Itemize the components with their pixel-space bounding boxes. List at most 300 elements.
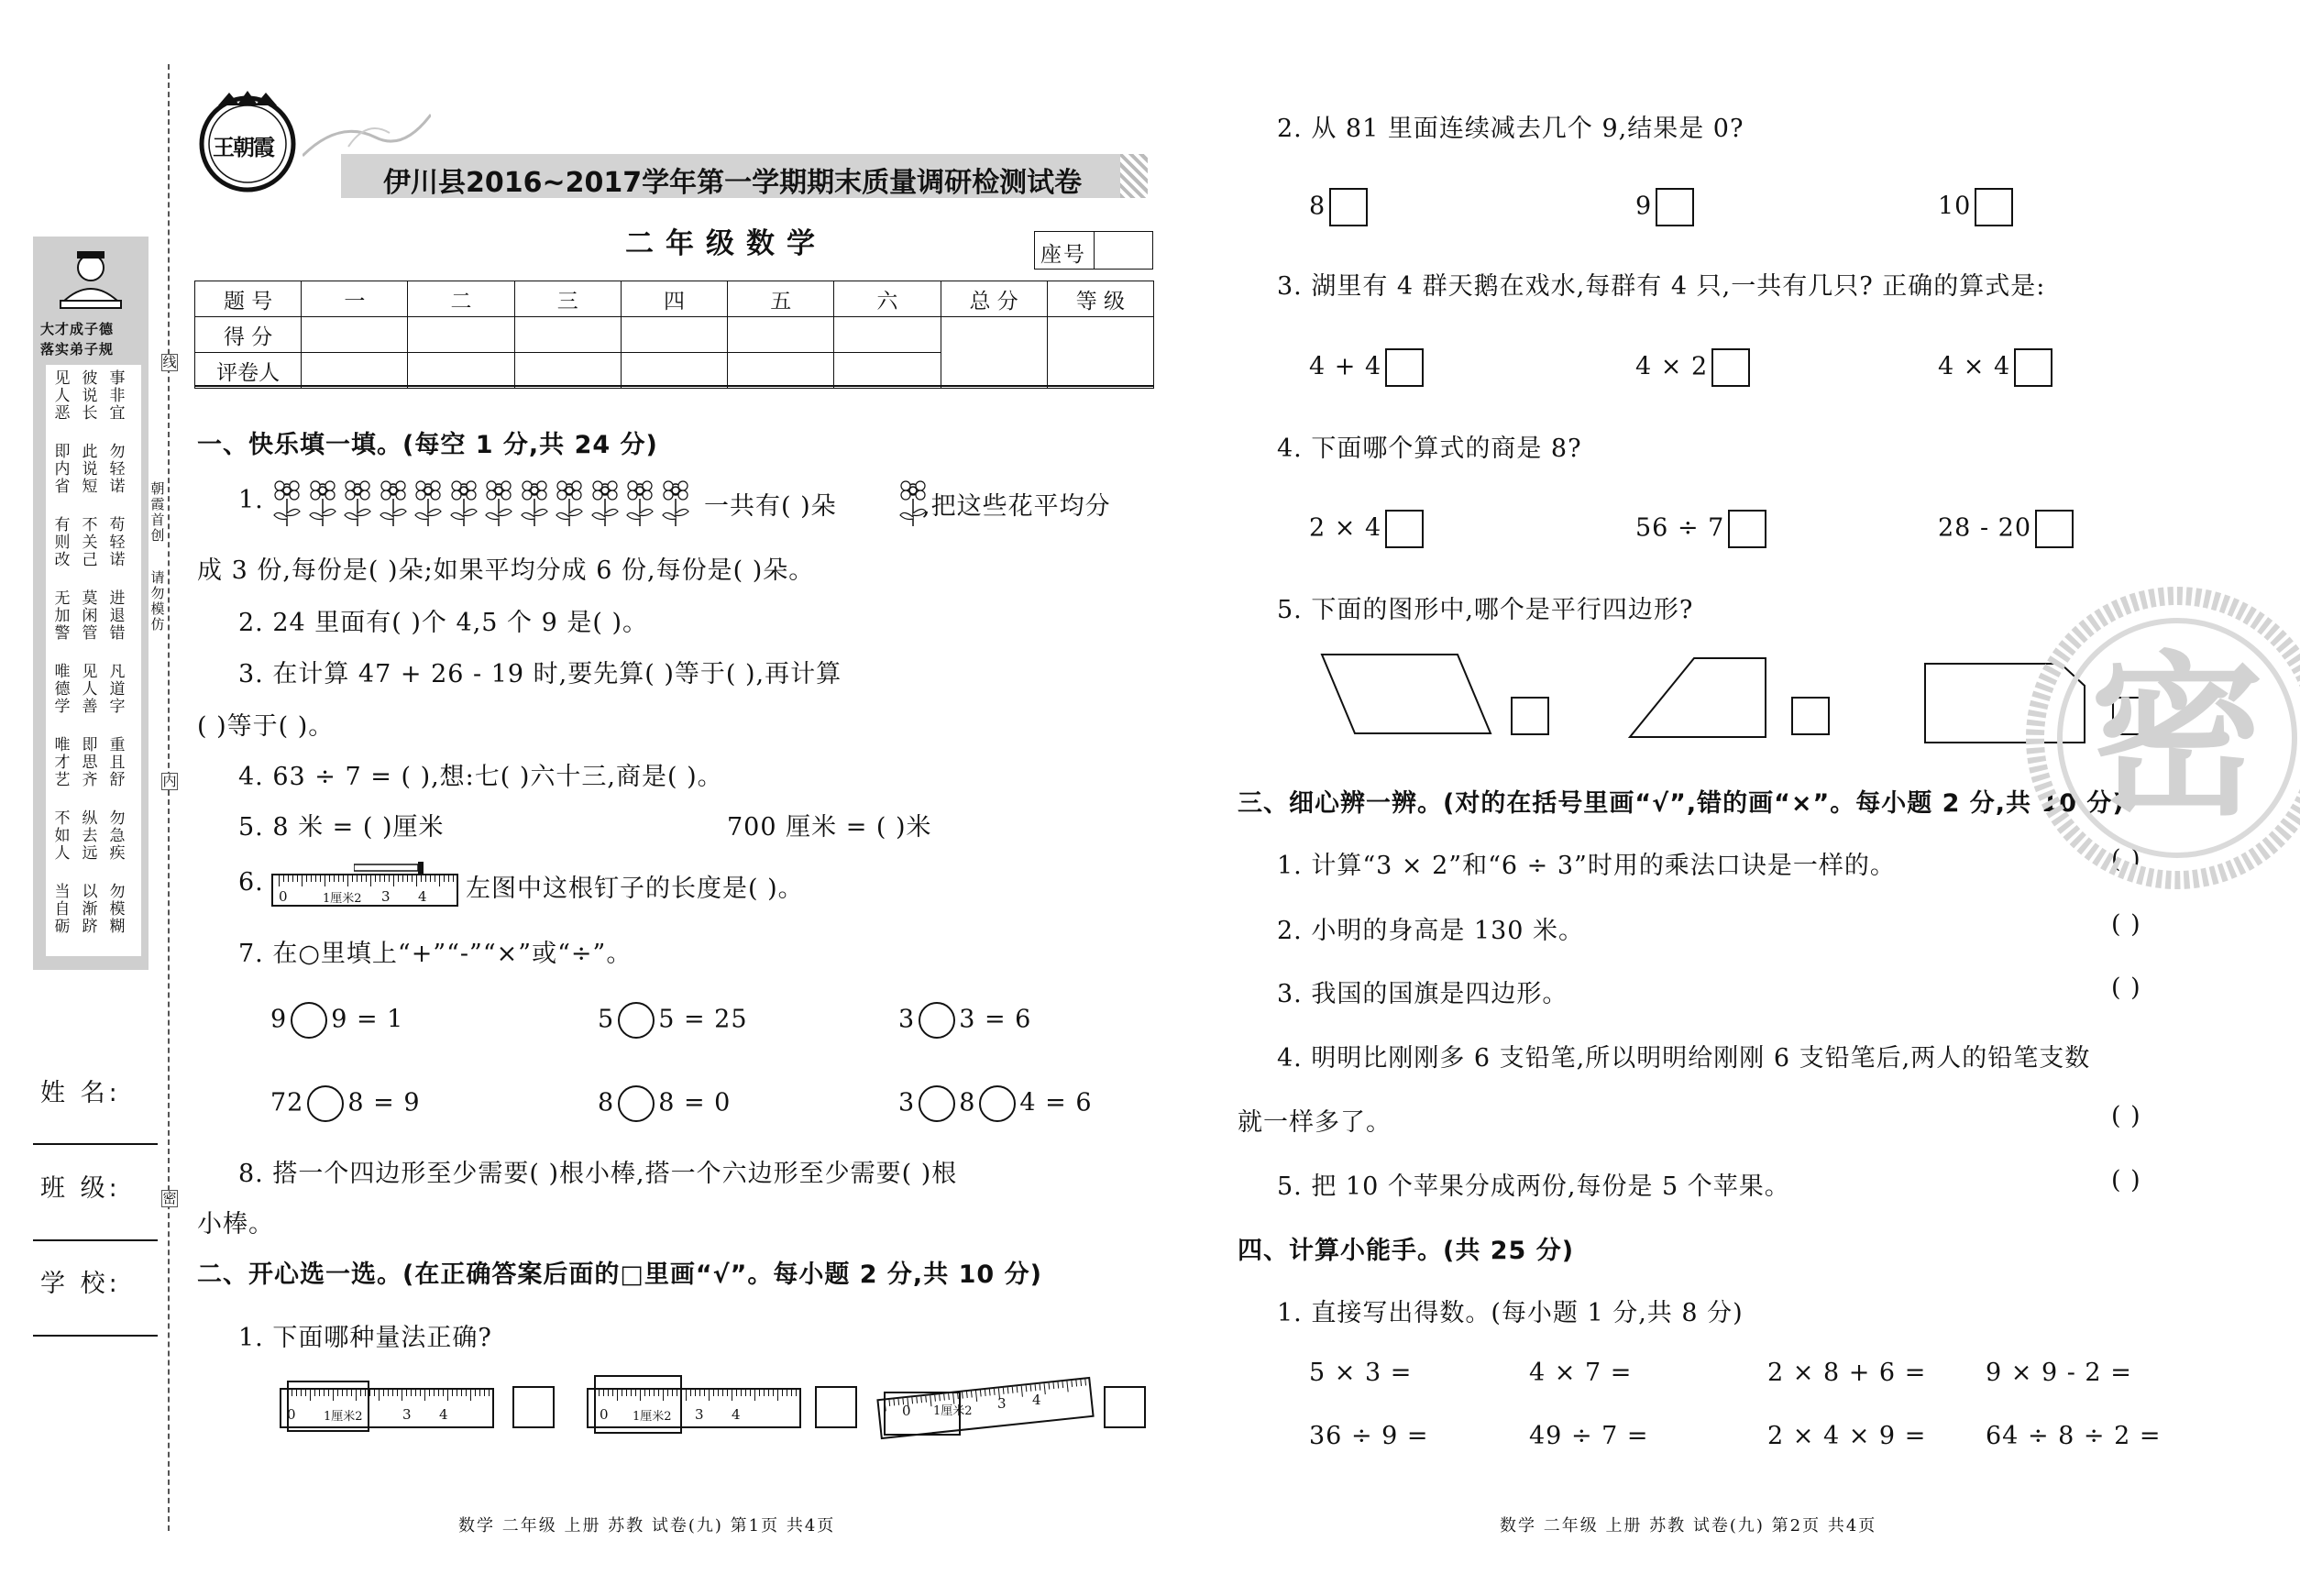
ruler-tick bbox=[713, 1390, 714, 1396]
score-header-cell: 四 bbox=[621, 281, 727, 317]
ruler-tick bbox=[686, 1390, 687, 1401]
motto-line-1: 大才成子德 bbox=[40, 321, 115, 337]
school-underline bbox=[33, 1335, 158, 1337]
ruler-tick bbox=[750, 1390, 751, 1396]
s3-answer-paren-3[interactable]: ( ) bbox=[2111, 974, 2141, 1002]
score-header-cell: 六 bbox=[834, 281, 941, 317]
footer-right: 数学 二年级 上册 苏教 试卷(九) 第2页 共4页 bbox=[1500, 1516, 1877, 1535]
s3-item-5: 5. 把 10 个苹果分成两份,每份是 5 个苹果。 bbox=[1277, 1172, 1790, 1201]
ruler-tick bbox=[479, 1390, 480, 1396]
seat-label: 座号 bbox=[1040, 243, 1086, 267]
q7-item-4: 72 8 = 9 bbox=[270, 1085, 421, 1122]
binding-mark-nei: 内 bbox=[162, 773, 177, 789]
ruler-tick bbox=[311, 875, 312, 882]
operator-circle[interactable] bbox=[979, 1085, 1016, 1122]
vertical-note-1: 朝霞首创 bbox=[150, 480, 165, 544]
ruler-label-1: 1厘米2 bbox=[633, 1410, 672, 1424]
s2-q2-opt-3: 10 bbox=[1938, 188, 2013, 226]
ruler-tick bbox=[777, 1390, 778, 1401]
ruler-tick bbox=[796, 1390, 797, 1396]
ruler-tick bbox=[1026, 1385, 1028, 1392]
ruler-tick bbox=[416, 875, 417, 886]
grader-cell[interactable] bbox=[514, 353, 621, 389]
ruler-label-3: 3 bbox=[402, 1406, 412, 1423]
calc-item: 2 × 8 + 6 = bbox=[1767, 1359, 1927, 1387]
ruler-tick bbox=[782, 1390, 783, 1396]
shape-parallelogram-icon bbox=[1320, 653, 1494, 741]
motto-column: 无 加 警 bbox=[54, 589, 71, 643]
ruler-tick bbox=[407, 875, 408, 882]
ruler-tick bbox=[402, 875, 403, 882]
ruler-tick bbox=[424, 1390, 425, 1401]
ruler-tick bbox=[411, 1390, 412, 1396]
grader-cell[interactable] bbox=[834, 353, 941, 389]
operator-circle[interactable] bbox=[919, 1085, 955, 1122]
ruler-tick bbox=[791, 1390, 792, 1396]
answer-checkbox[interactable] bbox=[1511, 697, 1549, 735]
publisher-logo bbox=[193, 87, 303, 197]
sidebar-motto-panel bbox=[33, 237, 149, 970]
motto-column: 进 退 错 bbox=[109, 589, 126, 643]
score-table-header-row bbox=[195, 281, 1154, 317]
ruler-tick bbox=[1035, 1384, 1037, 1391]
ruler-tick bbox=[475, 1390, 476, 1396]
s3-item-1: 1. 计算“3 × 2”和“6 ÷ 3”时用的乘法口诀是一样的。 bbox=[1277, 852, 1896, 880]
ruler-tick bbox=[374, 1390, 375, 1396]
grader-cell[interactable] bbox=[408, 353, 514, 389]
motto-column: 重 且 舒 bbox=[109, 736, 126, 789]
score-header-cell: 等 级 bbox=[1047, 281, 1153, 317]
grader-cell[interactable] bbox=[728, 353, 834, 389]
answer-checkbox[interactable] bbox=[1656, 188, 1694, 226]
answer-checkbox[interactable] bbox=[1711, 348, 1750, 387]
ruler-tick bbox=[302, 875, 303, 886]
ruler-tick bbox=[412, 875, 413, 882]
ruler-label-0: 0 bbox=[287, 1406, 296, 1423]
motto-column: 此 说 短 bbox=[82, 443, 98, 496]
flower-icon bbox=[306, 477, 339, 532]
s2-q1-text: 1. 下面哪种量法正确? bbox=[238, 1324, 492, 1352]
ruler-label-0: 0 bbox=[600, 1406, 609, 1423]
ruler-tick bbox=[1003, 1388, 1005, 1394]
flower-icon bbox=[518, 477, 551, 532]
ruler-tick bbox=[484, 1390, 485, 1396]
ruler-tick bbox=[444, 875, 445, 882]
motto-column: 见 人 恶 bbox=[54, 369, 71, 423]
answer-checkbox[interactable] bbox=[1385, 348, 1424, 387]
score-header-cell: 总 分 bbox=[941, 281, 1047, 317]
calc-item: 9 × 9 - 2 = bbox=[1986, 1359, 2132, 1387]
ruler-label-4: 4 bbox=[1032, 1392, 1041, 1408]
q7-text: 7. 在○里填上“+”“-”“×”或“÷”。 bbox=[238, 940, 633, 968]
operator-circle[interactable] bbox=[291, 1002, 327, 1039]
calc-item: 36 ÷ 9 = bbox=[1309, 1422, 1429, 1450]
s2-q3-opt-3: 4 × 4 bbox=[1938, 348, 2052, 387]
ruler-tick bbox=[430, 875, 431, 882]
ruler-tick bbox=[447, 1390, 448, 1401]
flower-icon bbox=[447, 477, 480, 532]
ruler-tick bbox=[1044, 1383, 1046, 1394]
ruler-label-1: 1厘米2 bbox=[324, 1410, 363, 1424]
motto-column: 以 渐 跻 bbox=[82, 883, 98, 936]
answer-checkbox[interactable] bbox=[1728, 510, 1766, 548]
ruler-tick bbox=[429, 1390, 430, 1396]
q1-text-divide: ,把这些花平均分 bbox=[922, 492, 1111, 521]
section1-title: 一、快乐填一填。(每空 1 分,共 24 分) bbox=[197, 431, 658, 459]
ruler-label-1: 1厘米2 bbox=[933, 1404, 973, 1418]
ruler-tick bbox=[754, 1390, 755, 1401]
ruler-tick bbox=[1017, 1386, 1018, 1392]
s2-q4-text: 4. 下面哪个算式的商是 8? bbox=[1277, 435, 1582, 463]
ruler-tick bbox=[279, 875, 280, 886]
score-cell[interactable] bbox=[514, 317, 621, 353]
footer-left: 数学 二年级 上册 苏教 试卷(九) 第1页 共4页 bbox=[458, 1516, 836, 1535]
ruler-tick bbox=[425, 875, 426, 882]
ruler-tick bbox=[288, 875, 289, 882]
s2-q4-opt-1: 2 × 4 bbox=[1309, 510, 1424, 548]
ruler-tick bbox=[338, 875, 339, 882]
ruler-tick bbox=[1066, 1381, 1068, 1392]
ruler-tick bbox=[1075, 1380, 1077, 1386]
ruler-tick bbox=[292, 875, 293, 882]
ruler-label-4: 4 bbox=[732, 1406, 741, 1423]
ruler-tick bbox=[452, 1390, 453, 1396]
ruler-tick bbox=[448, 875, 449, 882]
ruler-label-3: 3 bbox=[381, 888, 391, 905]
measure-option-2 bbox=[587, 1375, 862, 1439]
ruler-tick bbox=[347, 875, 348, 886]
q8-text-line1: 8. 搭一个四边形至少需要( )根小棒,搭一个六边形至少需要( )根 bbox=[238, 1160, 958, 1188]
s2-q4-opt-3: 28 - 20 bbox=[1938, 510, 2074, 548]
flower-icon bbox=[377, 477, 410, 532]
flower-icon bbox=[553, 477, 586, 532]
ruler-tick bbox=[438, 1390, 439, 1396]
ruler-label-0: 0 bbox=[279, 888, 288, 905]
ruler-tick bbox=[415, 1390, 416, 1396]
score-cell[interactable] bbox=[302, 317, 408, 353]
q7-item-3: 3 3 = 6 bbox=[898, 1002, 1031, 1039]
s2-q2-opt-1: 8 bbox=[1309, 188, 1368, 226]
motto-column: 唯 才 艺 bbox=[54, 736, 71, 789]
flower-icon bbox=[341, 477, 374, 532]
answer-checkbox[interactable] bbox=[1385, 510, 1424, 548]
grader-cell[interactable] bbox=[302, 353, 408, 389]
answer-checkbox[interactable] bbox=[1791, 697, 1830, 735]
section4-title: 四、计算小能手。(共 25 分) bbox=[1238, 1237, 1575, 1265]
s2-q3-opt-2: 4 × 2 bbox=[1635, 348, 1750, 387]
s2-q2-opt-2: 9 bbox=[1635, 188, 1694, 226]
ruler-label-1: 1厘米2 bbox=[323, 892, 362, 906]
s2-q5-text: 5. 下面的图形中,哪个是平行四边形? bbox=[1277, 596, 1694, 624]
ruler-tick bbox=[392, 1390, 393, 1396]
motto-line-2: 落实弟子规 bbox=[40, 341, 115, 358]
binding-mark-mi: 密 bbox=[162, 1190, 177, 1206]
ruler-tick bbox=[994, 1389, 996, 1395]
ruler-tick bbox=[704, 1390, 705, 1396]
section2-title: 二、开心选一选。(在正确答案后面的□里画“√”。每小题 2 分,共 10 分) bbox=[197, 1260, 1042, 1289]
ruler-tick bbox=[397, 1390, 398, 1396]
school-label: 学 校: bbox=[40, 1270, 121, 1298]
ruler-tick bbox=[343, 875, 344, 882]
ruler-tick bbox=[727, 1390, 728, 1396]
q7-item-6: 3 8 4 = 6 bbox=[898, 1085, 1093, 1122]
ruler-tick bbox=[1062, 1381, 1063, 1388]
q7-item-2: 5 5 = 25 bbox=[598, 1002, 748, 1039]
confidential-stamp bbox=[2026, 587, 2300, 889]
s3-item-2: 2. 小明的身高是 130 米。 bbox=[1277, 917, 1585, 945]
ruler-tick bbox=[369, 1390, 370, 1396]
ruler-label-0: 0 bbox=[902, 1403, 911, 1419]
measure-option-1 bbox=[280, 1375, 555, 1439]
header-divider bbox=[194, 385, 1154, 387]
motto-column: 事 非 宜 bbox=[109, 369, 126, 423]
score-row-label: 得 分 bbox=[195, 317, 302, 353]
motto-column: 即 思 齐 bbox=[82, 736, 98, 789]
ruler-tick bbox=[1080, 1380, 1082, 1386]
score-header-cell: 二 bbox=[408, 281, 514, 317]
ruler-tick bbox=[420, 1390, 421, 1396]
ruler-tick bbox=[759, 1390, 760, 1396]
operator-circle[interactable] bbox=[618, 1002, 655, 1039]
s2-q4-opt-2: 56 ÷ 7 bbox=[1635, 510, 1766, 548]
s4-sub1-text: 1. 直接写出得数。(每小题 1 分,共 8 分) bbox=[1277, 1299, 1744, 1327]
ruler-tick bbox=[434, 1390, 435, 1396]
s3-answer-paren-1[interactable]: ( ) bbox=[2111, 845, 2141, 874]
flower-row bbox=[270, 477, 701, 528]
ruler-label-4: 4 bbox=[418, 888, 427, 905]
nail-icon bbox=[354, 861, 427, 874]
motto-column: 不 如 人 bbox=[54, 809, 71, 863]
s3-item-4: 4. 明明比刚刚多 6 支铅笔,所以明明给刚刚 6 支铅笔后,两人的铅笔支数 bbox=[1277, 1044, 2091, 1073]
s3-answer-paren-5[interactable]: ( ) bbox=[2111, 1166, 2141, 1194]
ruler-tick bbox=[695, 1390, 696, 1396]
vertical-note-2: 请勿模仿 bbox=[150, 569, 165, 633]
ruler-tick bbox=[306, 875, 307, 882]
score-header-cell: 一 bbox=[302, 281, 408, 317]
ruler-tick bbox=[320, 875, 321, 882]
answer-checkbox[interactable] bbox=[512, 1386, 555, 1428]
answer-checkbox[interactable] bbox=[2035, 510, 2074, 548]
ruler-tick bbox=[962, 1392, 963, 1399]
q5-text-a: 5. 8 米 = ( )厘米 bbox=[238, 813, 445, 842]
motto-column: 见 人 善 bbox=[82, 663, 98, 716]
ruler-tick bbox=[1040, 1384, 1041, 1391]
s3-answer-paren-4[interactable]: ( ) bbox=[2111, 1102, 2141, 1130]
class-underline bbox=[33, 1239, 158, 1241]
flower-icon bbox=[623, 477, 656, 532]
binding-dashed-line bbox=[168, 64, 170, 1531]
q5-text-b: 700 厘米 = ( )米 bbox=[727, 813, 932, 842]
ruler-tick bbox=[718, 1390, 719, 1396]
score-header-cell: 题 号 bbox=[195, 281, 302, 317]
name-label: 姓 名: bbox=[40, 1079, 121, 1107]
score-cell[interactable] bbox=[834, 317, 941, 353]
flower-icon bbox=[897, 477, 924, 528]
ruler-tick bbox=[329, 875, 330, 882]
ruler-tick bbox=[389, 875, 390, 882]
ruler-tick bbox=[383, 1390, 384, 1396]
binding-mark-xian: 线 bbox=[162, 354, 177, 370]
ruler-tick bbox=[989, 1389, 991, 1395]
motto-column: 莫 闲 管 bbox=[82, 589, 98, 643]
seat-input[interactable] bbox=[1094, 232, 1151, 269]
ruler-tick bbox=[453, 875, 454, 882]
ruler-tick bbox=[334, 875, 335, 882]
operator-circle[interactable] bbox=[618, 1085, 655, 1122]
total-score-cell[interactable] bbox=[941, 317, 1047, 389]
ruler-tick bbox=[361, 875, 362, 882]
exam-title: 伊川县2016~2017学年第一学期期末质量调研检测试卷 bbox=[383, 167, 1083, 199]
q4-text: 4. 63 ÷ 7 = ( ),想:七( )六十三,商是( )。 bbox=[238, 763, 723, 791]
ruler-tick bbox=[384, 875, 385, 882]
motto-column: 有 则 改 bbox=[54, 516, 71, 569]
ruler-tick bbox=[722, 1390, 723, 1396]
ruler-label-3: 3 bbox=[997, 1395, 1007, 1412]
ruler-tick bbox=[315, 875, 316, 882]
score-header-cell: 五 bbox=[728, 281, 834, 317]
scholar-illustration bbox=[53, 248, 128, 312]
answer-checkbox[interactable] bbox=[2014, 348, 2052, 387]
grade-cell[interactable] bbox=[1047, 317, 1153, 389]
subject-title: 二年级数学 bbox=[625, 227, 827, 260]
ruler-tick bbox=[1071, 1381, 1073, 1387]
seat-number-box bbox=[1034, 231, 1153, 270]
ruler-tick bbox=[1007, 1387, 1009, 1393]
motto-column: 勿 模 糊 bbox=[109, 883, 126, 936]
section3-title: 三、细心辨一辨。(对的在括号里画“√”,错的画“×”。每小题 2 分,共 10 分) bbox=[1238, 789, 2125, 818]
calc-item: 5 × 3 = bbox=[1309, 1359, 1413, 1387]
answer-checkbox[interactable] bbox=[815, 1386, 857, 1428]
score-cell[interactable] bbox=[408, 317, 514, 353]
s2-q3-opt-1: 4 + 4 bbox=[1309, 348, 1424, 387]
q3-text-line2: ( )等于( )。 bbox=[197, 712, 335, 741]
flower-icon bbox=[270, 477, 303, 532]
ruler-tick bbox=[297, 875, 298, 882]
motto-column: 苟 轻 诺 bbox=[109, 516, 126, 569]
motto-column: 唯 德 学 bbox=[54, 663, 71, 716]
nail-ruler bbox=[271, 857, 464, 908]
calc-item: 64 ÷ 8 ÷ 2 = bbox=[1986, 1422, 2162, 1450]
ruler-tick bbox=[283, 875, 284, 882]
calc-item: 2 × 4 × 9 = bbox=[1767, 1422, 1927, 1450]
ruler-body bbox=[271, 874, 458, 907]
motto-column: 即 内 省 bbox=[54, 443, 71, 496]
ruler-tick bbox=[357, 875, 358, 882]
flower-icon bbox=[482, 477, 515, 532]
q1-number: 1. bbox=[238, 486, 264, 514]
ruler-tick bbox=[1084, 1379, 1086, 1385]
motto-column: 彼 说 长 bbox=[82, 369, 98, 423]
q1-text-line2: 成 3 份,每份是( )朵;如果平均分成 6 份,每份是( )朵。 bbox=[197, 556, 815, 585]
calc-item: 49 ÷ 7 = bbox=[1529, 1422, 1649, 1450]
ruler-tick bbox=[971, 1391, 973, 1397]
motto-column: 纵 去 远 bbox=[82, 809, 98, 863]
s3-item-4-cont: 就一样多了。 bbox=[1238, 1108, 1392, 1137]
s2-q3-text: 3. 湖里有 4 群天鹅在戏水,每群有 4 只,一共有几只? 正确的算式是: bbox=[1277, 272, 2046, 301]
q1-text-count: 一共有( )朵 bbox=[704, 492, 837, 521]
motto-column: 凡 道 字 bbox=[109, 663, 126, 716]
shape-trapezoid-icon bbox=[1628, 656, 1769, 744]
ruler-tick bbox=[736, 1390, 737, 1396]
ruler-tick bbox=[1057, 1382, 1059, 1389]
ruler-tick bbox=[379, 1390, 380, 1401]
ruler-tick bbox=[366, 875, 367, 882]
score-row bbox=[195, 317, 1154, 353]
motto-column: 勿 轻 诺 bbox=[109, 443, 126, 496]
answer-checkbox[interactable] bbox=[1975, 188, 2013, 226]
q2-text: 2. 24 里面有( )个 4,5 个 9 是( )。 bbox=[238, 609, 649, 637]
grader-row-label: 评卷人 bbox=[195, 353, 302, 389]
ruler-tick bbox=[470, 1390, 471, 1401]
motto-column: 勿 急 疾 bbox=[109, 809, 126, 863]
ruler-tick bbox=[709, 1390, 710, 1401]
q6-text: 左图中这根钉子的长度是( )。 bbox=[466, 875, 804, 903]
q6-number: 6. bbox=[238, 868, 264, 897]
grader-cell[interactable] bbox=[621, 353, 727, 389]
motto-column: 不 关 己 bbox=[82, 516, 98, 569]
flower-icon bbox=[659, 477, 692, 532]
measure-option-3 bbox=[878, 1375, 1153, 1439]
ruler-tick bbox=[352, 875, 353, 882]
logo-text: 王朝霞 bbox=[213, 134, 273, 160]
s3-item-3: 3. 我国的国旗是四边形。 bbox=[1277, 980, 1568, 1008]
ruler-tick bbox=[466, 1390, 467, 1396]
ruler-tick bbox=[745, 1390, 746, 1396]
score-cell[interactable] bbox=[621, 317, 727, 353]
score-header-cell: 三 bbox=[514, 281, 621, 317]
ruler-tick bbox=[388, 1390, 389, 1396]
answer-checkbox[interactable] bbox=[1104, 1386, 1146, 1428]
object-block bbox=[594, 1375, 682, 1434]
calc-item: 4 × 7 = bbox=[1529, 1359, 1633, 1387]
ruler-tick bbox=[489, 1390, 490, 1396]
ruler-tick bbox=[741, 1390, 742, 1396]
ruler-tick bbox=[980, 1390, 982, 1396]
ruler-tick bbox=[1052, 1382, 1054, 1389]
ruler-label-4: 4 bbox=[439, 1406, 448, 1423]
operator-circle[interactable] bbox=[307, 1085, 344, 1122]
name-underline bbox=[33, 1143, 158, 1145]
class-label: 班 级: bbox=[40, 1174, 121, 1203]
ruler-label-3: 3 bbox=[695, 1406, 704, 1423]
s2-q2-text: 2. 从 81 里面连续减去几个 9,结果是 0? bbox=[1277, 115, 1744, 143]
q3-text-line1: 3. 在计算 47 + 26 - 19 时,要先算( )等于( ),再计算 bbox=[238, 660, 842, 688]
q7-item-5: 8 8 = 0 bbox=[598, 1085, 731, 1122]
score-table bbox=[194, 281, 1154, 389]
ruler-tick bbox=[975, 1391, 977, 1402]
ruler-tick bbox=[699, 1390, 700, 1396]
score-cell[interactable] bbox=[728, 317, 834, 353]
ruler-tick bbox=[461, 1390, 462, 1396]
ruler-tick bbox=[421, 875, 422, 882]
operator-circle[interactable] bbox=[919, 1002, 955, 1039]
flower-icon bbox=[589, 477, 622, 532]
ruler-tick bbox=[375, 875, 376, 882]
s3-answer-paren-2[interactable]: ( ) bbox=[2111, 910, 2141, 939]
stamp-character: 密 bbox=[2089, 636, 2264, 839]
q8-text-line2: 小棒。 bbox=[197, 1210, 274, 1238]
ruler-tick bbox=[1049, 1383, 1051, 1390]
ruler-tick bbox=[764, 1390, 765, 1396]
q7-item-1: 9 9 = 1 bbox=[270, 1002, 403, 1039]
ruler-tick bbox=[985, 1390, 986, 1396]
ruler-tick bbox=[443, 1390, 444, 1396]
ruler-tick bbox=[398, 875, 399, 882]
ruler-tick bbox=[1021, 1386, 1023, 1397]
ruler-tick bbox=[1012, 1387, 1014, 1393]
answer-checkbox[interactable] bbox=[1329, 188, 1368, 226]
flower-icon bbox=[412, 477, 445, 532]
